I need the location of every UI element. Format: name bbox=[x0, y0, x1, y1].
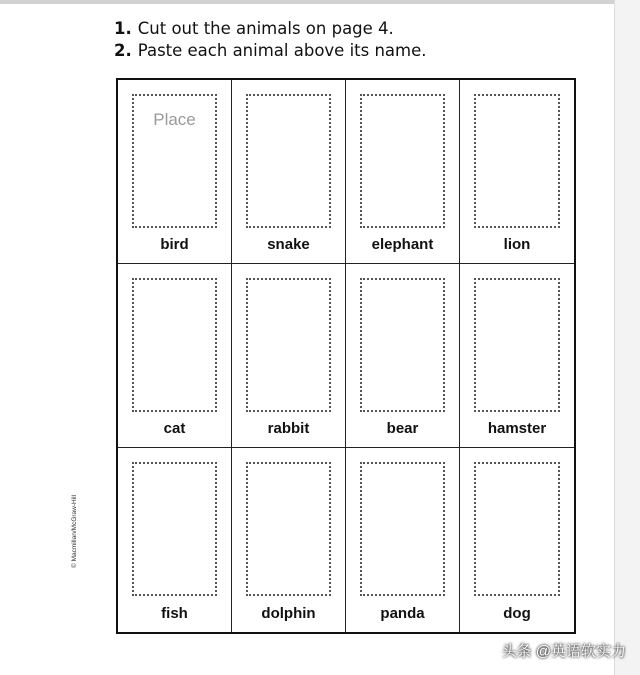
animal-cell bbox=[118, 264, 232, 448]
animal-cell bbox=[460, 80, 574, 264]
paste-box bbox=[474, 462, 560, 596]
animal-label: lion bbox=[503, 236, 531, 253]
instruction-2-number: 2. bbox=[114, 41, 132, 60]
instruction-2 bbox=[114, 40, 427, 62]
animal-cell bbox=[460, 264, 574, 448]
animal-label: hamster bbox=[487, 420, 547, 437]
place-placeholder: Place bbox=[153, 110, 196, 129]
instruction-1-text: Cut out the animals on page 4. bbox=[137, 19, 394, 38]
animal-cell bbox=[346, 80, 460, 264]
instruction-1-number: 1. bbox=[114, 19, 132, 38]
animal-cell bbox=[460, 448, 574, 632]
paste-box bbox=[360, 278, 445, 412]
paste-box bbox=[132, 94, 217, 228]
animal-cell bbox=[232, 448, 346, 632]
animal-cell bbox=[118, 448, 232, 632]
animal-label: dolphin bbox=[261, 605, 316, 622]
animal-cell bbox=[232, 264, 346, 448]
animal-label: dog bbox=[503, 605, 531, 622]
animal-label: cat bbox=[163, 420, 186, 437]
animal-label: rabbit bbox=[267, 420, 310, 437]
instruction-1 bbox=[114, 18, 427, 40]
paste-box bbox=[132, 462, 217, 596]
paste-box bbox=[246, 462, 331, 596]
paste-box bbox=[246, 94, 331, 228]
animal-label: elephant bbox=[371, 236, 434, 253]
copyright-notice: © Macmillan/McGraw-Hill bbox=[71, 494, 78, 568]
paste-box bbox=[246, 278, 331, 412]
paste-box bbox=[474, 278, 560, 412]
paste-box bbox=[360, 94, 445, 228]
paste-box bbox=[474, 94, 560, 228]
instructions bbox=[114, 18, 427, 62]
animal-label: bird bbox=[160, 236, 189, 253]
animal-cell bbox=[346, 264, 460, 448]
animal-label: snake bbox=[267, 236, 310, 253]
instruction-2-text: Paste each animal above its name. bbox=[137, 41, 427, 60]
paste-box bbox=[360, 462, 445, 596]
animal-cell bbox=[118, 80, 232, 264]
animal-paste-grid bbox=[116, 78, 576, 634]
animal-label: panda bbox=[380, 605, 425, 622]
animal-label: fish bbox=[161, 605, 188, 622]
watermark: 头条 @英语软实力 bbox=[501, 643, 626, 660]
animal-label: bear bbox=[386, 420, 419, 437]
animal-cell bbox=[346, 448, 460, 632]
animal-cell bbox=[232, 80, 346, 264]
paste-box bbox=[132, 278, 217, 412]
page-top-edge bbox=[0, 0, 614, 4]
